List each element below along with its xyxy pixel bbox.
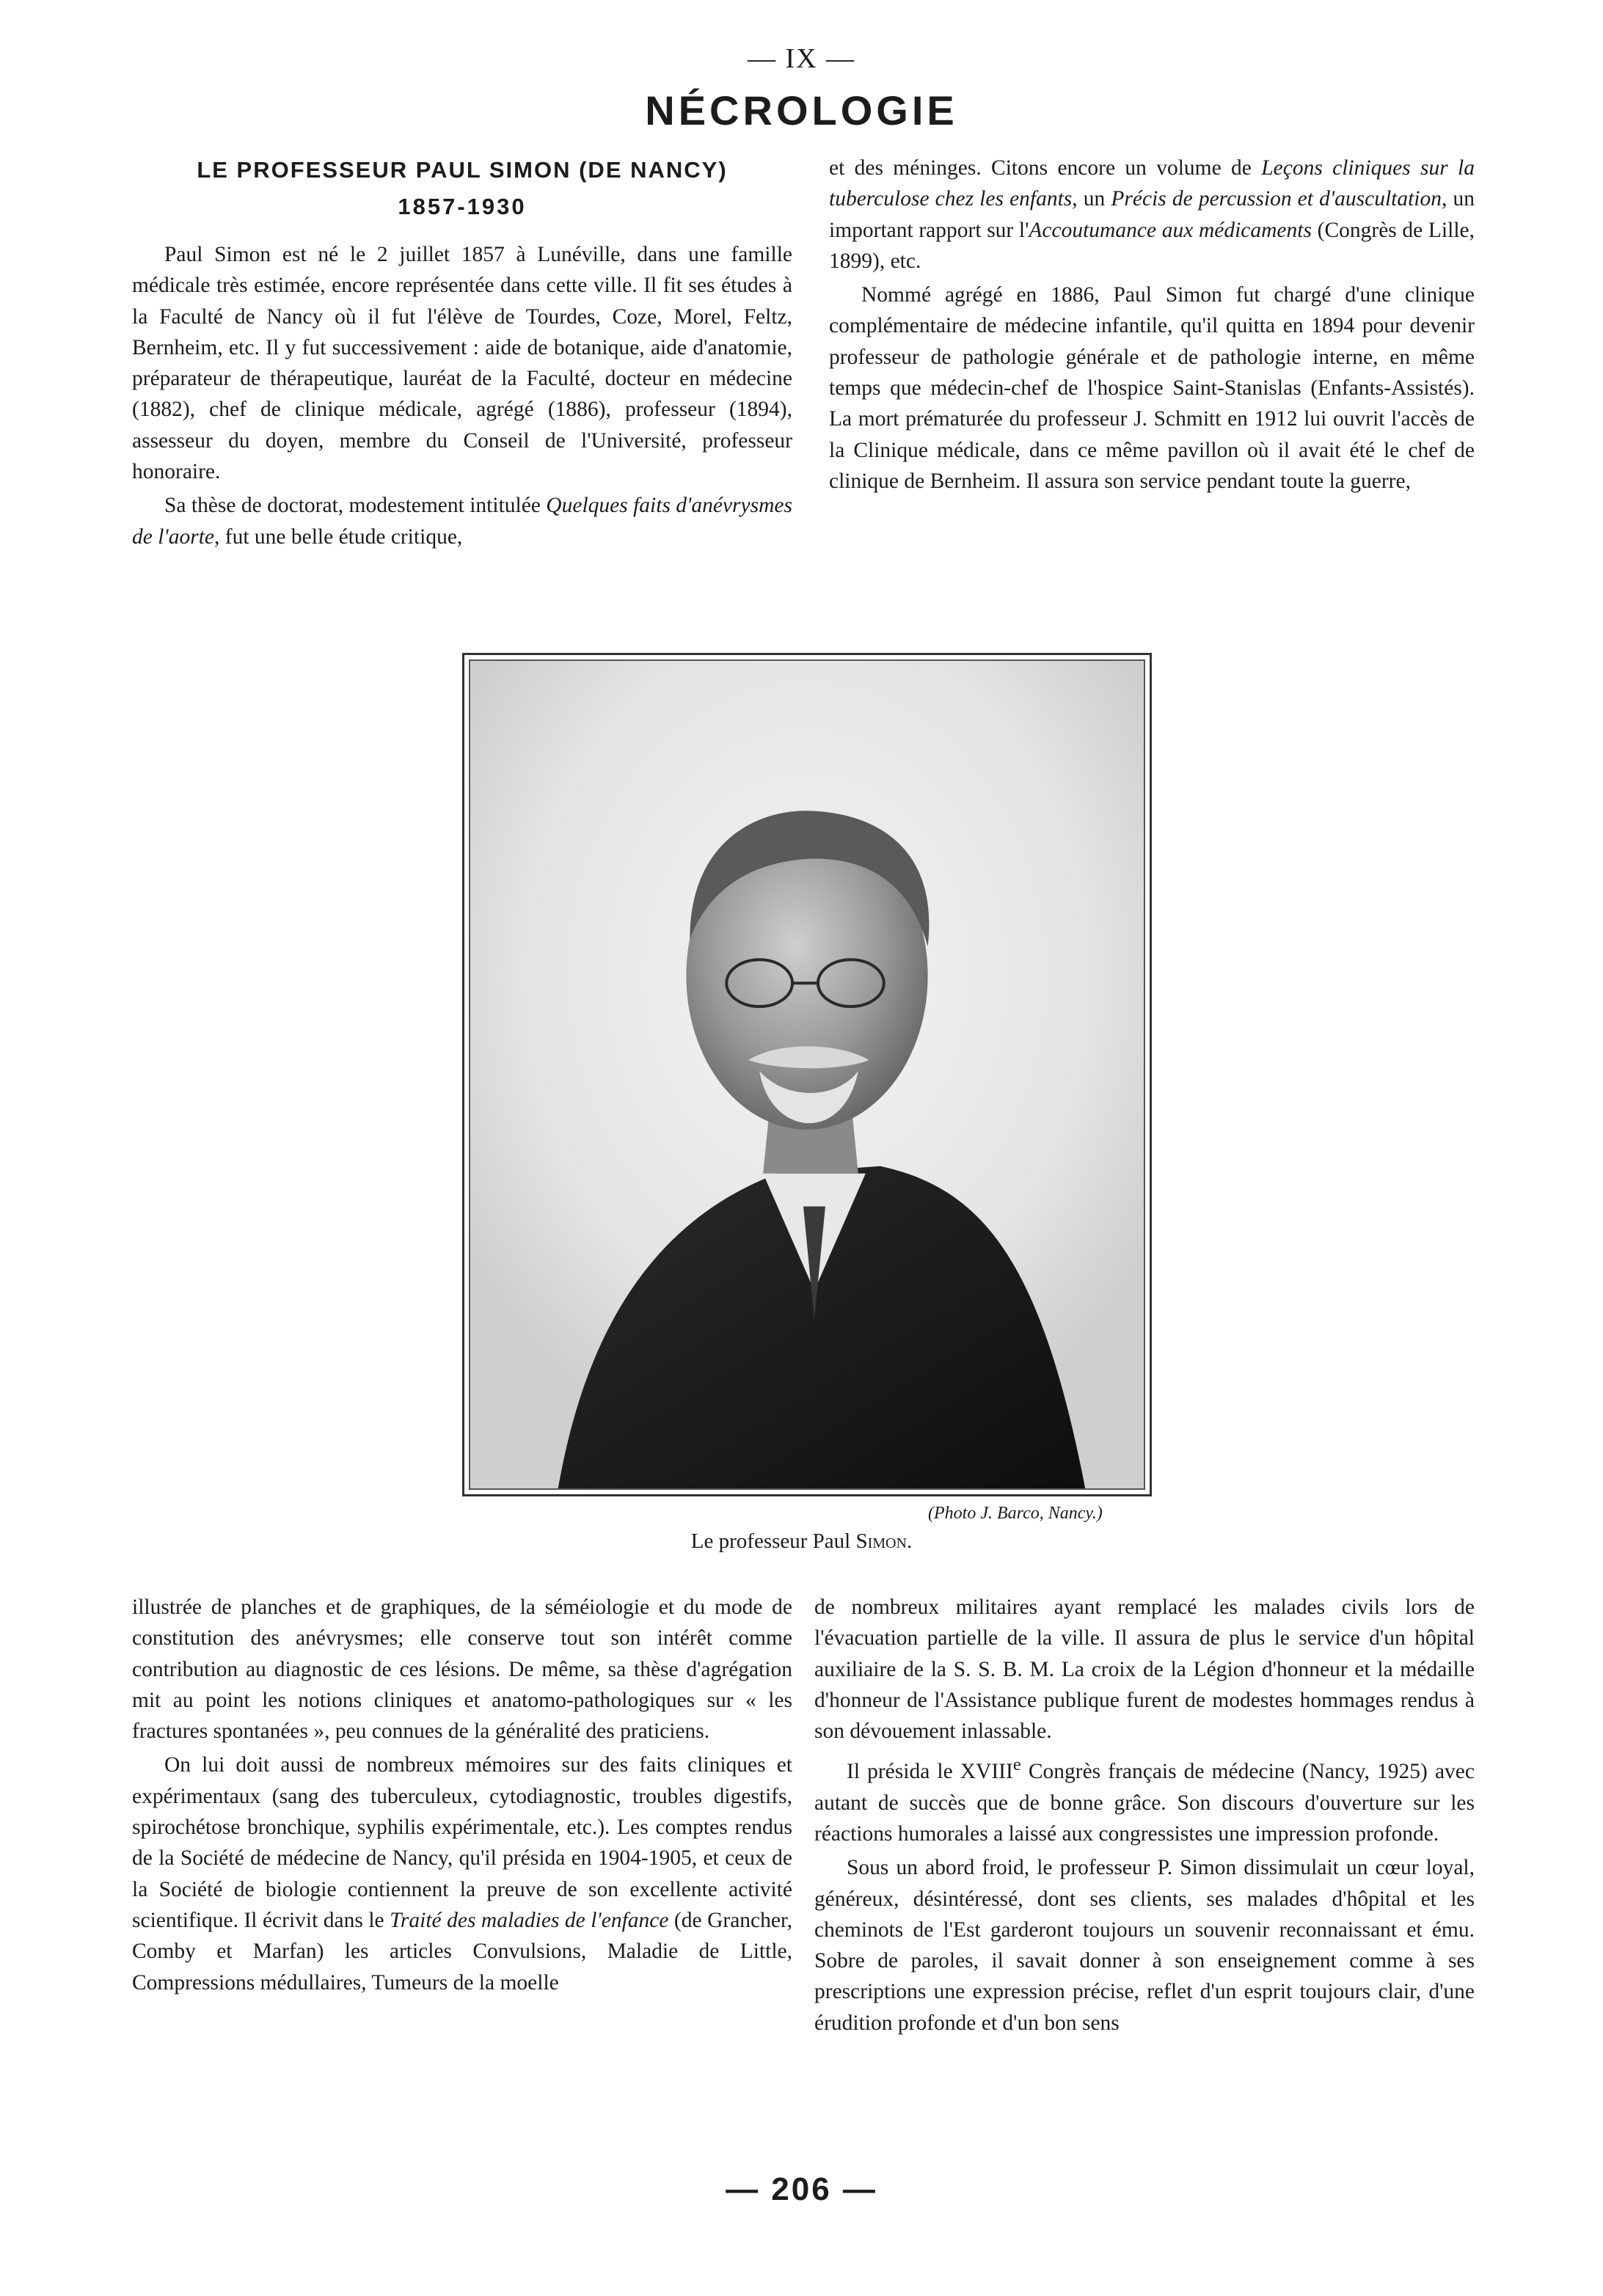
column-top-right bbox=[829, 153, 1475, 497]
column-bottom-right bbox=[814, 1592, 1475, 2039]
thesis-title: Quelques faits d'anévrysmes de l'aorte bbox=[132, 494, 792, 549]
paragraph: de nombreux militaires ayant remplacé les malades civils lors de l'évacuation partielle de la ville. Il assura de plus le service d'un hôpital auxiliaire de la S. S. B. M. La croix de la Légion d'honneur et la médaille d'honneur de l'Assistance publique furent de modestes hommages rendus à son dévouement inlassable. bbox=[814, 1595, 1475, 1744]
paragraph: et des méninges. Citons encore un volume de Leçons cliniques sur la tuberculose chez les enfants, un Précis de percussion et d'auscultation, un important rapport sur l'Accoutumance aux médicaments (Congrès de Lille, 1899), etc. bbox=[829, 156, 1475, 273]
section-title: NÉCROLOGIE bbox=[645, 87, 958, 134]
column-top-left bbox=[132, 154, 792, 552]
paragraph: Paul Simon est né le 2 juillet 1857 à Lunéville, dans une famille médicale très estimée, encore représentée dans cette ville. Il fit ses études à la Faculté de Nancy où il fut l'élève de Tourdes, Coze, Morel, Feltz, Bernheim, etc. Il y fut successivement : aide de botanique, aide d'anatomie, préparateur de thérapeutique, lauréat de la Faculté, docteur en médecine (1882), chef de clinique médicale, agrégé (1886), professeur (1894), assesseur du doyen, membre du Conseil de l'Université, professeur honoraire. bbox=[132, 243, 792, 484]
paragraph: Sous un abord froid, le professeur P. Simon dissimulait un cœur loyal, généreux, désintéressé, dont ses clients, ses malades d'hôpital et les cheminots de l'Est garderont toujours un souvenir reconnaissant et ému. Sobre de paroles, il savait donner à son enseignement comme à ses prescriptions une expression précise, reflet d'un esprit toujours clair, d'une érudition profonde et d'un bon sens bbox=[814, 1856, 1475, 2035]
paragraph: illustrée de planches et de graphiques, de la séméiologie et du mode de constitution des anévrysmes; elle conserve tout son intérêt comme contribution au diagnostic de ces lésions. De même, sa thèse d'agrégation mit au point les notions cliniques et anatomo-pathologiques sur « les fractures spontanées », peu connues de la généralité des praticiens. bbox=[132, 1595, 792, 1744]
paragraph: Il présida le XVIIIe Congrès français de médecine (Nancy, 1925) avec autant de succès que de bonne grâce. Son discours d'ouverture sur les réactions humorales a laissé aux congressistes une impression profonde. bbox=[814, 1755, 1475, 1846]
paragraph: On lui doit aussi de nombreux mémoires sur des faits cliniques et expérimentaux (sang des tuberculeux, cytodiagnostic, troubles digestifs, spirochétose bronchique, syphilis expérimentale, etc.). Les comptes rendus de la Société de médecine de Nancy, qu'il présida en 1904-1905, et ceux de la Société de biologie contiennent la preuve de son excellente activité scientifique. Il écrivit dans le Traité des maladies de l'enfance (de Grancher, Comby et Marfan) les articles Convulsions, Maladie de Little, Compressions médullaires, Tumeurs de la moelle bbox=[132, 1753, 793, 1995]
paragraph: Nommé agrégé en 1886, Paul Simon fut chargé d'une clinique complémentaire de médecine infantile, qu'il quitta en 1894 pour devenir professeur de pathologie générale et de pathologie interne, en même temps que médecin-chef de l'hospice Saint-Stanislas (Enfants-Assistés). La mort prématurée du professeur J. Schmitt en 1912 lui ouvrit l'accès de la Clinique médicale, dans ce même pavillon où il avait été le chef de clinique de Bernheim. Il assura son service pendant toute la guerre, bbox=[829, 283, 1475, 493]
column-bottom-left bbox=[132, 1592, 792, 1998]
portrait-image bbox=[469, 659, 1145, 1490]
article-heading: LE PROFESSEUR PAUL SIMON (DE NANCY) bbox=[197, 157, 728, 183]
page-number: — 206 — bbox=[726, 2171, 877, 2207]
article-years: 1857-1930 bbox=[398, 194, 527, 219]
page-label: — IX — bbox=[747, 43, 856, 74]
photo-caption: Le professeur Paul Simon. bbox=[690, 1529, 913, 1553]
paragraph: Sa thèse de doctorat, modestement intitulée Quelques faits d'anévrysmes de l'aorte, fut une belle étude critique, bbox=[132, 494, 792, 549]
portrait-photo bbox=[462, 653, 1152, 1496]
portrait-illustration bbox=[470, 661, 1144, 1488]
photo-credit: (Photo J. Barco, Nancy.) bbox=[928, 1504, 1103, 1523]
